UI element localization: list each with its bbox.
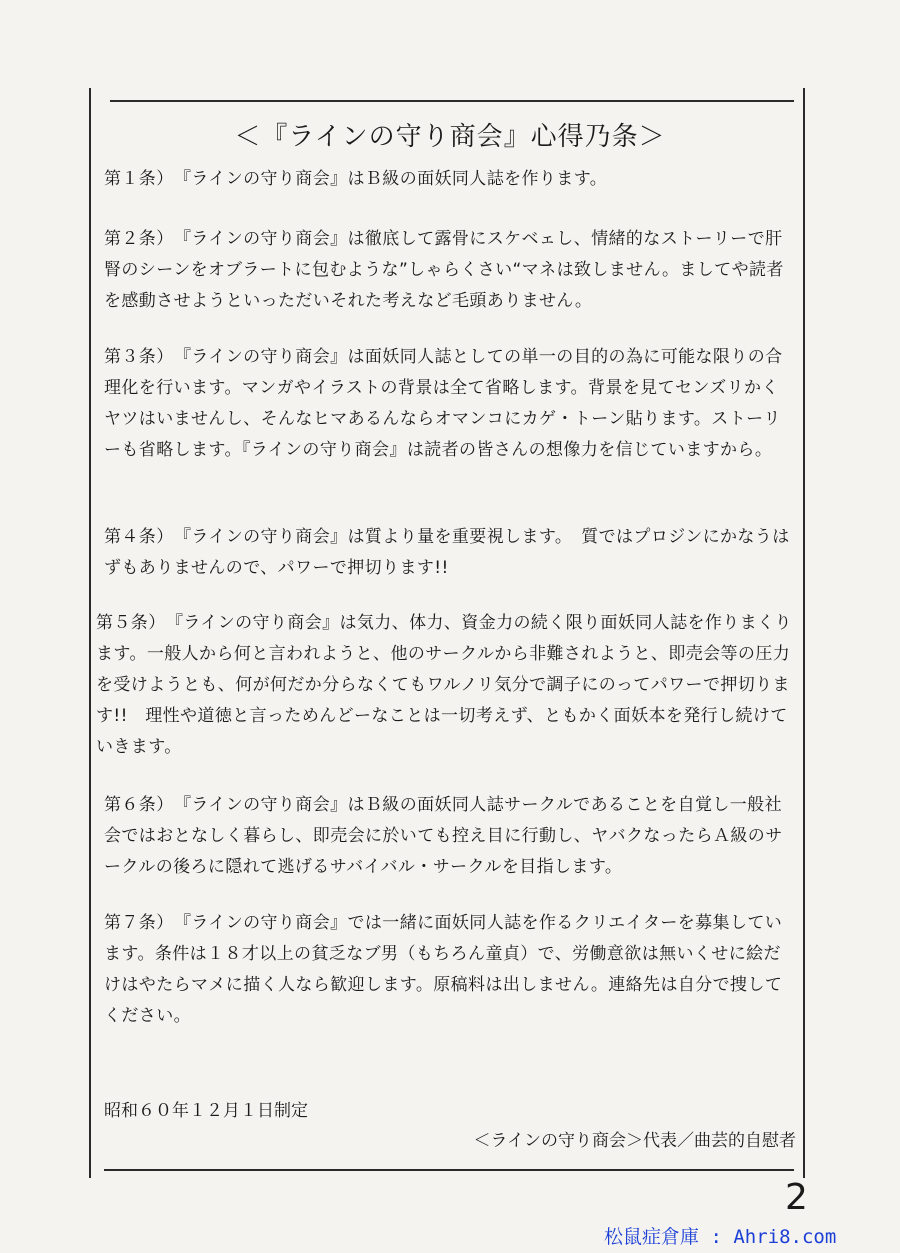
article-1: 第１条） 『ラインの守り商会』はＢ級の面妖同人誌を作ります。 bbox=[104, 169, 608, 189]
article-2: 第２条） 『ラインの守り商会』は徹底して露骨にスケベェし、情緒的なストーリーで肝腎のシーンをオブラートに包むような”しゃらくさい“マネは致しません。ましてや読者を感動させようといっただいそれた考えなど毛頭ありません。 bbox=[104, 229, 784, 311]
article-5: 第５条） 『ラインの守り商会』は気力、体力、資金力の続く限り面妖同人誌を作りまくります。一般人から何と言われようと、他のサークルから非難されようと、即売会等の圧力を受けようとも、何が何だか分らなくてもワルノリ気分で調子にのってパワーで押切ります!! 理性や道徳と言っためんどーなことは一切考えず、ともかく面妖本を発行し続けていきます。 bbox=[96, 613, 792, 757]
article-3: 第３条） 『ラインの守り商会』は面妖同人誌としての単一の目的の為に可能な限りの合理化を行います。マンガやイラストの背景は全て省略します。背景を見てセンズリかくヤツはいませんし、そんなヒマあるんならオマンコにカゲ・トーン貼ります。ストーリーも省略します。『ラインの守り商会』は読者の皆さんの想像力を信じていますから。 bbox=[104, 347, 783, 460]
watermark: 松鼠症倉庫 : Ahri8.com bbox=[604, 1226, 837, 1248]
article-4: 第４条） 『ラインの守り商会』は質より量を重要視します。 質ではプロジンにかなうはずもありませんので、パワーで押切ります!! bbox=[104, 527, 790, 578]
top-rule bbox=[110, 100, 794, 102]
document-title: ＜『ラインの守り商会』心得乃条＞ bbox=[234, 122, 666, 152]
article-7: 第７条） 『ラインの守り商会』では一緒に面妖同人誌を作るクリエイターを募集しています。条件は１８才以上の貧乏なブ男（もちろん童貞）で、労働意欲は無いくせに絵だけはやたらマメに描く人なら歓迎します。原稿料は出しません。連絡先は自分で捜してください。 bbox=[104, 913, 783, 1026]
page-number: 2 bbox=[785, 1177, 808, 1218]
bottom-rule bbox=[104, 1169, 794, 1171]
enactment-date: 昭和６０年１２月１日制定 bbox=[104, 1101, 308, 1121]
signature: ＜ラインの守り商会＞代表／曲芸的自慰者 bbox=[473, 1131, 796, 1151]
article-6: 第６条） 『ラインの守り商会』はＢ級の面妖同人誌サークルであることを自覚し一般社会ではおとなしく暮らし、即売会に於いても控え目に行動し、ヤバクなったらＡ級のサークルの後ろに隠れて逃げるサバイバル・サークルを目指します。 bbox=[104, 795, 783, 877]
